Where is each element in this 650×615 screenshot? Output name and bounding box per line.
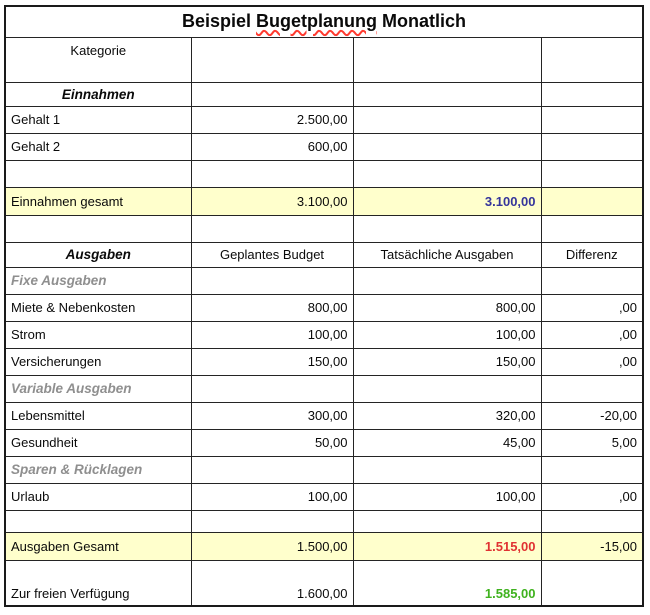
cell-lebensmittel-c4[interactable]: -20,00: [541, 402, 643, 429]
cell-strom-c1[interactable]: Strom: [5, 321, 191, 348]
cell-strom-c3[interactable]: 100,00: [353, 321, 541, 348]
cell-sparen-ruecklagen-c4[interactable]: [541, 456, 643, 483]
cell-versicherungen-c1[interactable]: Versicherungen: [5, 348, 191, 375]
row-kategorie: [5, 37, 643, 82]
cell-einnahmen-header-c3[interactable]: [353, 82, 541, 106]
row-variable-ausgaben: [5, 375, 643, 402]
row-spacer-1: [5, 160, 643, 187]
cell-gehalt-1-c2[interactable]: 2.500,00: [191, 106, 353, 133]
cell-spacer-3-c3[interactable]: [353, 510, 541, 532]
cell-spacer-3-c2[interactable]: [191, 510, 353, 532]
cell-miete-nebenkosten-c3[interactable]: 800,00: [353, 294, 541, 321]
row-gesundheit: [5, 429, 643, 456]
cell-urlaub-c2[interactable]: 100,00: [191, 483, 353, 510]
cell-strom-c2[interactable]: 100,00: [191, 321, 353, 348]
cell-ausgaben-header-c4[interactable]: Differenz: [541, 242, 643, 267]
cell-fixe-ausgaben-c4[interactable]: [541, 267, 643, 294]
row-einnahmen-header: [5, 82, 643, 106]
cell-sparen-ruecklagen-c2[interactable]: [191, 456, 353, 483]
cell-fixe-ausgaben-c3[interactable]: [353, 267, 541, 294]
cell-gesundheit-c3[interactable]: 45,00: [353, 429, 541, 456]
cell-spacer-2-c3[interactable]: [353, 215, 541, 242]
cell-spacer-3-c1[interactable]: [5, 510, 191, 532]
cell-variable-ausgaben-c4[interactable]: [541, 375, 643, 402]
cell-gehalt-2-c1[interactable]: Gehalt 2: [5, 133, 191, 160]
cell-spacer-2-c4[interactable]: [541, 215, 643, 242]
cell-ausgaben-gesamt-c2[interactable]: 1.500,00: [191, 532, 353, 560]
cell-einnahmen-header-c2[interactable]: [191, 82, 353, 106]
cell-versicherungen-c2[interactable]: 150,00: [191, 348, 353, 375]
row-sparen-ruecklagen: [5, 456, 643, 483]
budget-table-body: [5, 6, 643, 606]
cell-variable-ausgaben-c2[interactable]: [191, 375, 353, 402]
cell-spacer-1-c1[interactable]: [5, 160, 191, 187]
cell-miete-nebenkosten-c4[interactable]: ,00: [541, 294, 643, 321]
misspelled-word-underline: Bugetplanung: [256, 11, 378, 32]
cell-miete-nebenkosten-c2[interactable]: 800,00: [191, 294, 353, 321]
cell-gehalt-2-c2[interactable]: 600,00: [191, 133, 353, 160]
cell-spacer-1-c4[interactable]: [541, 160, 643, 187]
row-title: [5, 6, 643, 37]
cell-ausgaben-gesamt-c1[interactable]: Ausgaben Gesamt: [5, 532, 191, 560]
cell-kategorie-c2[interactable]: [191, 37, 353, 82]
row-spacer-3: [5, 510, 643, 532]
row-ausgaben-gesamt: [5, 532, 643, 560]
cell-einnahmen-gesamt-c3[interactable]: 3.100,00: [353, 187, 541, 215]
cell-kategorie-c3[interactable]: [353, 37, 541, 82]
title-suffix: Monatlich: [377, 11, 467, 32]
cell-gesundheit-c2[interactable]: 50,00: [191, 429, 353, 456]
cell-spacer-1-c3[interactable]: [353, 160, 541, 187]
cell-zur-freien-verfuegung-c4[interactable]: [541, 560, 643, 606]
cell-kategorie-c1[interactable]: Kategorie: [5, 37, 191, 82]
cell-ausgaben-gesamt-c3[interactable]: 1.515,00: [353, 532, 541, 560]
cell-miete-nebenkosten-c1[interactable]: Miete & Nebenkosten: [5, 294, 191, 321]
row-fixe-ausgaben: [5, 267, 643, 294]
cell-kategorie-c4[interactable]: [541, 37, 643, 82]
cell-ausgaben-header-c2[interactable]: Geplantes Budget: [191, 242, 353, 267]
cell-zur-freien-verfuegung-c3[interactable]: 1.585,00: [353, 560, 541, 606]
cell-spacer-1-c2[interactable]: [191, 160, 353, 187]
cell-zur-freien-verfuegung-c1[interactable]: Zur freien Verfügung: [5, 560, 191, 606]
cell-gehalt-1-c1[interactable]: Gehalt 1: [5, 106, 191, 133]
cell-strom-c4[interactable]: ,00: [541, 321, 643, 348]
cell-ausgaben-gesamt-c4[interactable]: -15,00: [541, 532, 643, 560]
row-miete-nebenkosten: [5, 294, 643, 321]
budget-table: [4, 5, 644, 607]
cell-einnahmen-gesamt-c4[interactable]: [541, 187, 643, 215]
cell-variable-ausgaben-c1[interactable]: Variable Ausgaben: [5, 375, 191, 402]
row-versicherungen: [5, 348, 643, 375]
cell-spacer-2-c2[interactable]: [191, 215, 353, 242]
cell-sparen-ruecklagen-c1[interactable]: Sparen & Rücklagen: [5, 456, 191, 483]
cell-einnahmen-gesamt-c2[interactable]: 3.100,00: [191, 187, 353, 215]
row-einnahmen-gesamt: [5, 187, 643, 215]
row-strom: [5, 321, 643, 348]
cell-einnahmen-gesamt-c1[interactable]: Einnahmen gesamt: [5, 187, 191, 215]
cell-versicherungen-c4[interactable]: ,00: [541, 348, 643, 375]
row-zur-freien-verfuegung: [5, 560, 643, 606]
cell-gehalt-1-c4[interactable]: [541, 106, 643, 133]
cell-gehalt-1-c3[interactable]: [353, 106, 541, 133]
cell-zur-freien-verfuegung-c2[interactable]: 1.600,00: [191, 560, 353, 606]
cell-sparen-ruecklagen-c3[interactable]: [353, 456, 541, 483]
cell-einnahmen-header-c1[interactable]: Einnahmen: [5, 82, 191, 106]
sheet-title-cell[interactable]: [5, 6, 643, 37]
cell-gehalt-2-c3[interactable]: [353, 133, 541, 160]
row-lebensmittel: [5, 402, 643, 429]
cell-urlaub-c4[interactable]: ,00: [541, 483, 643, 510]
row-gehalt-1: [5, 106, 643, 133]
row-urlaub: [5, 483, 643, 510]
cell-urlaub-c3[interactable]: 100,00: [353, 483, 541, 510]
cell-lebensmittel-c2[interactable]: 300,00: [191, 402, 353, 429]
cell-lebensmittel-c3[interactable]: 320,00: [353, 402, 541, 429]
row-ausgaben-header: [5, 242, 643, 267]
cell-gehalt-2-c4[interactable]: [541, 133, 643, 160]
title-prefix: Beispiel: [182, 11, 257, 32]
cell-variable-ausgaben-c3[interactable]: [353, 375, 541, 402]
cell-ausgaben-header-c3[interactable]: Tatsächliche Ausgaben: [353, 242, 541, 267]
row-spacer-2: [5, 215, 643, 242]
cell-einnahmen-header-c4[interactable]: [541, 82, 643, 106]
cell-fixe-ausgaben-c2[interactable]: [191, 267, 353, 294]
cell-versicherungen-c3[interactable]: 150,00: [353, 348, 541, 375]
cell-gesundheit-c1[interactable]: Gesundheit: [5, 429, 191, 456]
cell-urlaub-c1[interactable]: Urlaub: [5, 483, 191, 510]
cell-ausgaben-header-c1[interactable]: Ausgaben: [5, 242, 191, 267]
cell-spacer-2-c1[interactable]: [5, 215, 191, 242]
cell-fixe-ausgaben-c1[interactable]: Fixe Ausgaben: [5, 267, 191, 294]
cell-lebensmittel-c1[interactable]: Lebensmittel: [5, 402, 191, 429]
cell-gesundheit-c4[interactable]: 5,00: [541, 429, 643, 456]
cell-spacer-3-c4[interactable]: [541, 510, 643, 532]
row-gehalt-2: [5, 133, 643, 160]
